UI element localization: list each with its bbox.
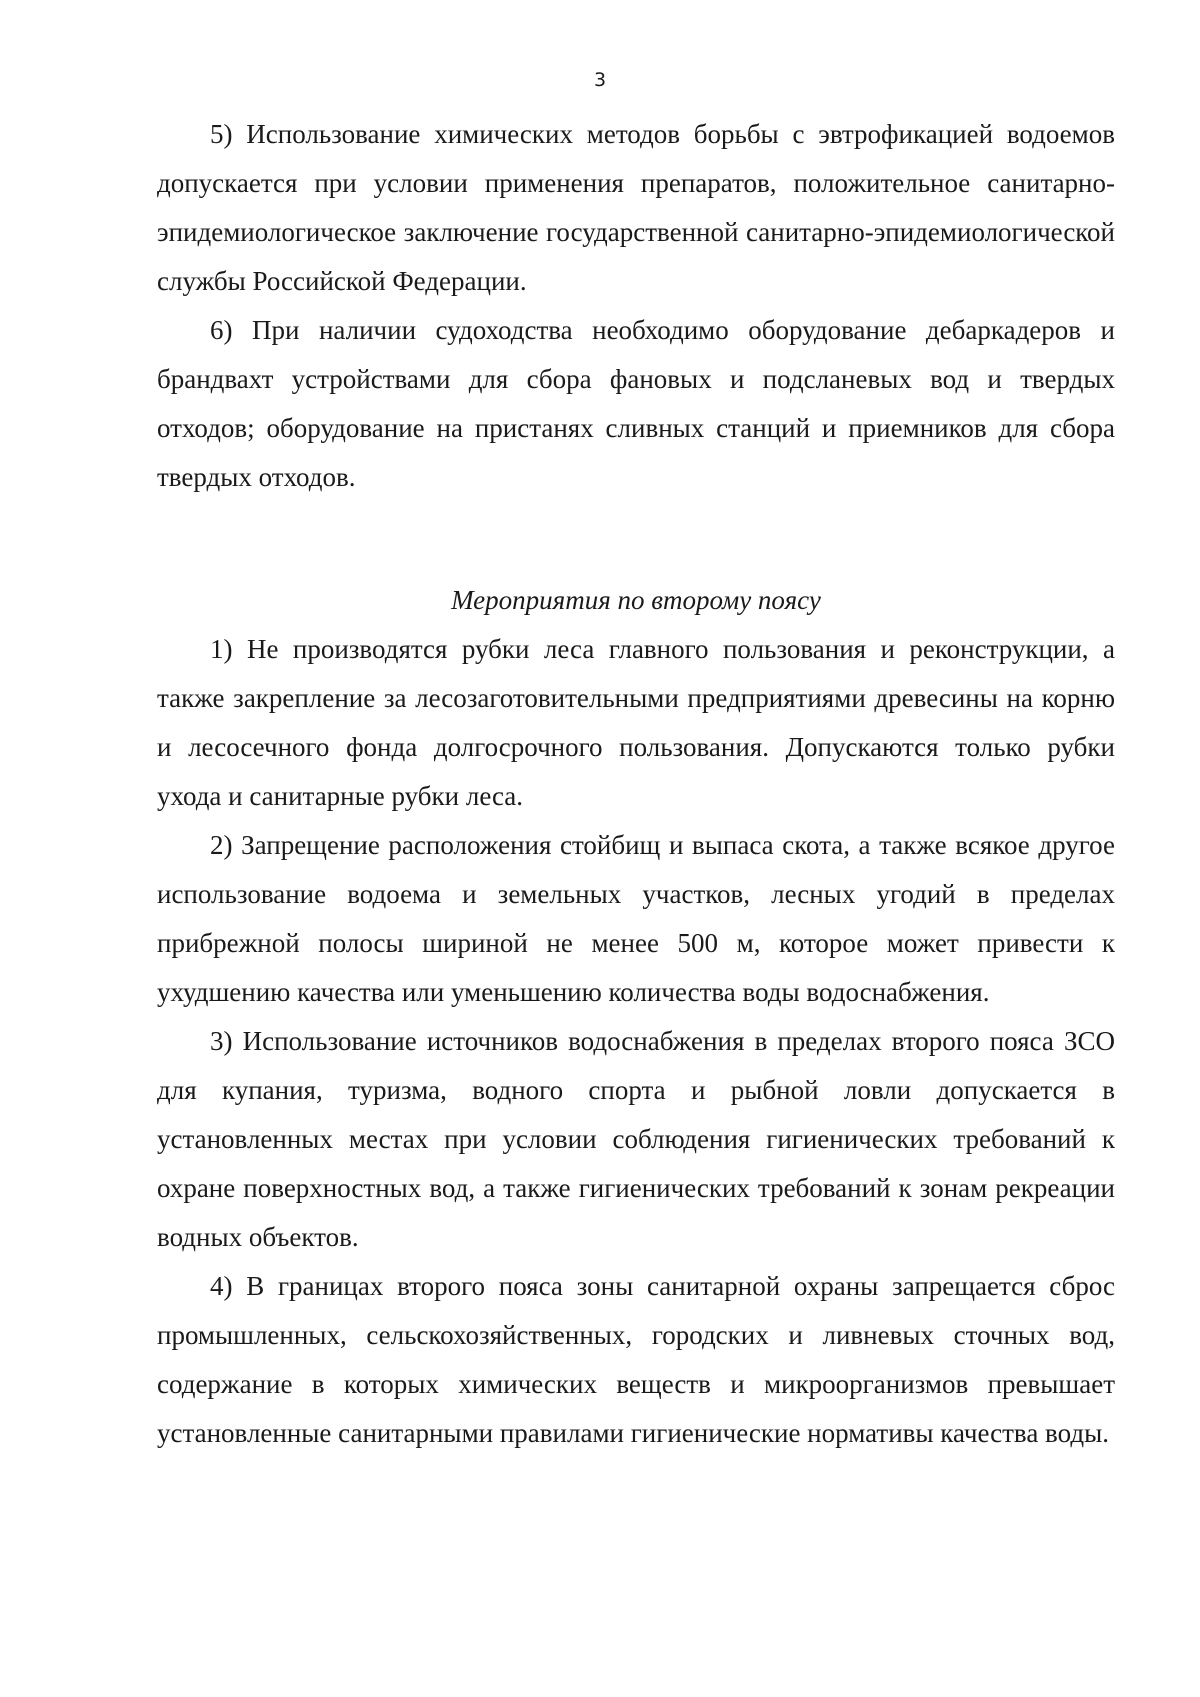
paragraph-second-belt-3: 3) Использование источников водоснабжения в пределах второго пояса ЗСО для купания, туризма, водного спорта и рыбной ловли допускается в установленных местах при условии соблюдения гигиенических требований к охране поверхностных вод, а также гигиенических требований к зонам рекреации водных объектов. <box>157 1026 1115 1252</box>
paragraph-second-belt-2: 2) Запрещение расположения стойбищ и выпаса скота, а также всякое другое использование водоема и земельных участков, лесных угодий в пределах прибрежной полосы шириной не менее 500 м, которое может привести к ухудшению качества или уменьшению количества воды водоснабжения. <box>157 830 1115 1007</box>
paragraph-second-belt-1: 1) Не производятся рубки леса главного пользования и реконструкции, а также закрепление за лесозаготовительными предприятиями древесины на корню и лесосечного фонда долгосрочного пользования. Допускаются только рубки ухода и санитарные рубки леса. <box>157 634 1115 811</box>
paragraph-item-6: 6) При наличии судоходства необходимо оборудование дебаркадеров и брандвахт устройствами для сбора фановых и подсланевых вод и твердых отходов; оборудование на пристанях сливных станций и приемников для сбора твердых отходов. <box>157 315 1115 492</box>
paragraph-item-5: 5) Использование химических методов борьбы с эвтрофикацией водоемов допускается при условии применения препаратов, положительное санитарно-эпидемиологическое заключение государственной санитарно-эпидемиологической службы Российской Федерации. <box>157 119 1115 296</box>
paragraph-second-belt-4: 4) В границах второго пояса зоны санитарной охраны запрещается сброс промышленных, сельскохозяйственных, городских и ливневых сточных вод, содержание в которых химических веществ и микроорганизмов превышает установленные санитарными правилами гигиенические нормативы качества воды. <box>157 1271 1115 1448</box>
document-body <box>157 110 1115 1458</box>
section-heading: Мероприятия по второму поясу <box>451 585 821 615</box>
page-number: 3 <box>593 69 607 91</box>
